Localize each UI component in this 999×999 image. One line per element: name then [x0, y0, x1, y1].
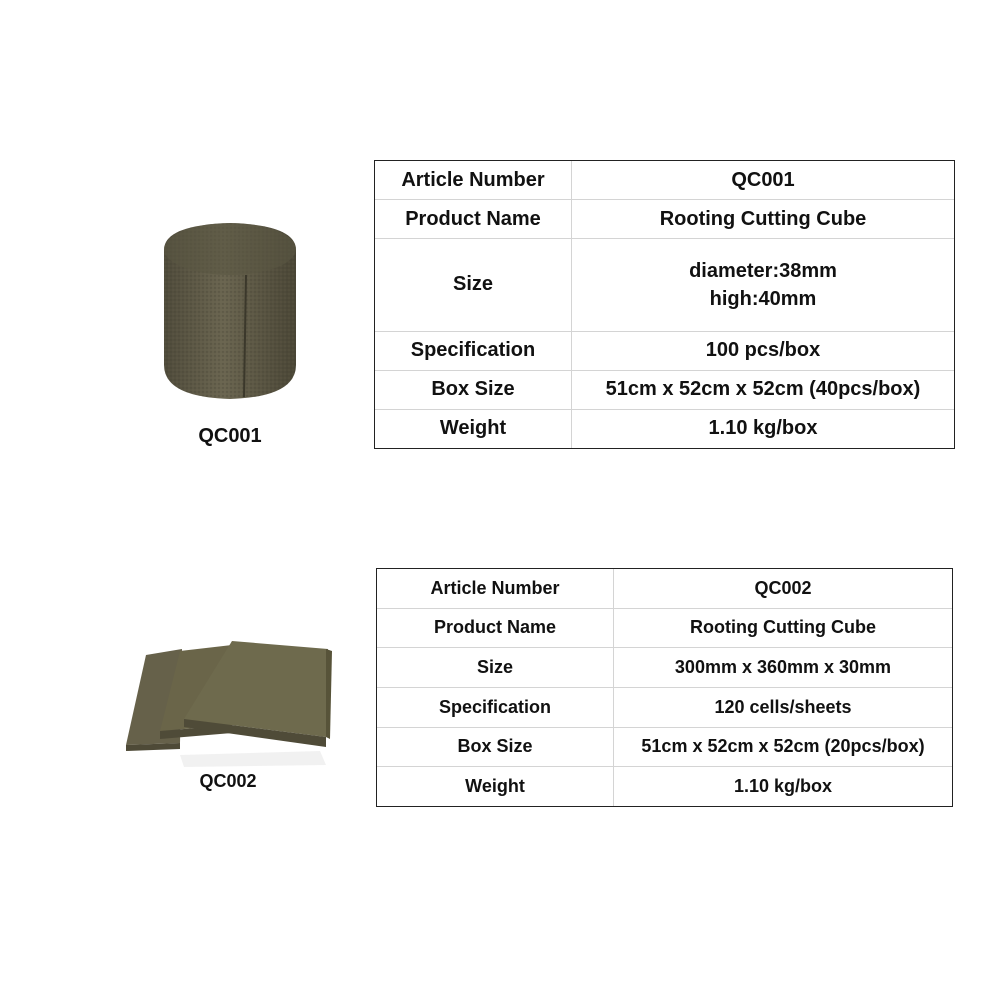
spec-key: Size [375, 239, 572, 332]
table-row [377, 648, 953, 688]
spec-value: Rooting Cutting Cube [614, 608, 953, 648]
spec-key: Product Name [375, 200, 572, 239]
table-row [375, 370, 955, 409]
table-row [375, 239, 955, 332]
table-row [377, 727, 953, 767]
spec-value: 51cm x 52cm x 52cm (40pcs/box) [572, 370, 955, 409]
qc001-spec-table [374, 160, 955, 449]
qc001-product-image [150, 215, 310, 410]
table-row [377, 608, 953, 648]
spec-key: Weight [375, 409, 572, 448]
spec-value: diameter:38mm high:40mm [572, 239, 955, 332]
table-row [375, 331, 955, 370]
table-row [377, 569, 953, 609]
spec-key: Weight [377, 767, 614, 807]
spec-value: Rooting Cutting Cube [572, 200, 955, 239]
qc001-caption: QC001 [198, 425, 262, 447]
spec-value: 100 pcs/box [572, 331, 955, 370]
spec-value: QC001 [572, 161, 955, 200]
table-row [375, 200, 955, 239]
spec-value: 120 cells/sheets [614, 687, 953, 727]
table-row [375, 161, 955, 200]
spec-key: Article Number [375, 161, 572, 200]
table-row [375, 409, 955, 448]
qc002-spec-table [376, 568, 953, 807]
spec-value: 1.10 kg/box [572, 409, 955, 448]
spec-value: 300mm x 360mm x 30mm [614, 648, 953, 688]
spec-key: Specification [377, 687, 614, 727]
spec-value: 1.10 kg/box [614, 767, 953, 807]
qc002-product-image [120, 635, 335, 775]
qc002-caption: QC002 [199, 771, 257, 791]
spec-key: Size [377, 648, 614, 688]
table-row [377, 767, 953, 807]
table-row [377, 687, 953, 727]
spec-key: Article Number [377, 569, 614, 609]
spec-value: 51cm x 52cm x 52cm (20pcs/box) [614, 727, 953, 767]
spec-key: Specification [375, 331, 572, 370]
spec-key: Box Size [375, 370, 572, 409]
spec-key: Product Name [377, 608, 614, 648]
spec-value: QC002 [614, 569, 953, 609]
spec-key: Box Size [377, 727, 614, 767]
